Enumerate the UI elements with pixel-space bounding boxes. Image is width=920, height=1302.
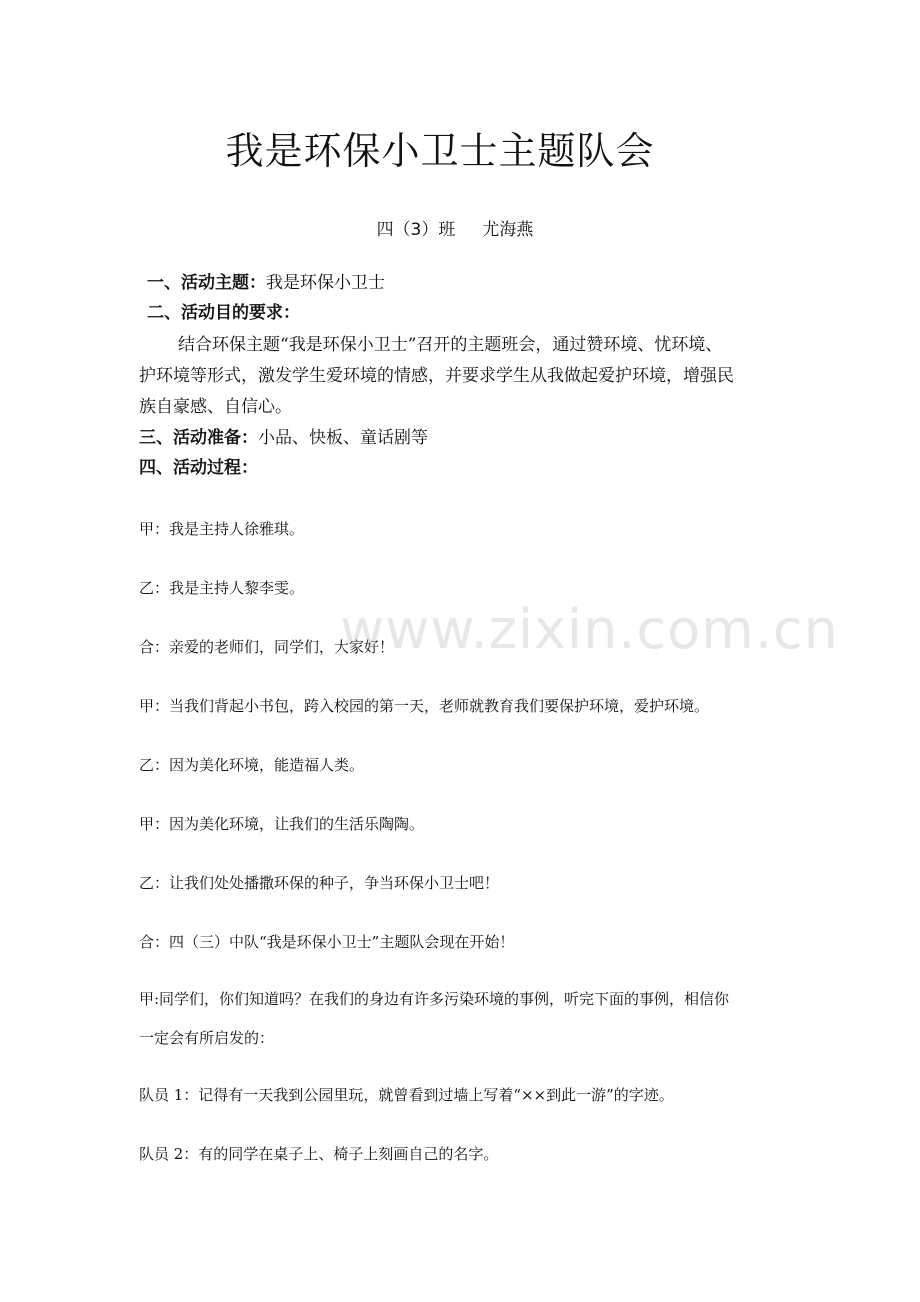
dialogue-line: 乙：因为美化环境，能造福人类。 (139, 756, 365, 774)
author-name: 尤海燕 (482, 220, 534, 240)
section-3-text: 小品、快板、童话剧等 (258, 428, 428, 448)
section-4 (139, 454, 258, 482)
section-1-heading: 一、活动主题： (147, 273, 266, 293)
dialogue-line: 乙：我是主持人黎李雯。 (139, 579, 305, 597)
section-3-heading: 三、活动准备： (139, 428, 258, 448)
dialogue-line: 甲：因为美化环境，让我们的生活乐陶陶。 (139, 815, 425, 833)
section-2-line: 结合环保主题“我是环保小卫士”召开的主题班会，通过赞环境、忧环境、 (178, 335, 723, 355)
dialogue-line: 乙：让我们处处播撒环保的种子，争当环保小卫士吧！ (139, 874, 500, 892)
document-title: 我是环保小卫士主题队会 (225, 129, 655, 173)
dialogue-line: 一定会有所启发的： (139, 1029, 275, 1047)
byline (0, 216, 910, 244)
dialogue-line: 队员 1：记得有一天我到公园里玩，就曾看到过墙上写着“××到此一游”的字迹。 (139, 1086, 674, 1104)
class-label: 四（3）班 (376, 220, 456, 240)
watermark: www.zixin.com.cn (340, 598, 839, 661)
section-2-line: 族自豪感、自信心。 (139, 397, 292, 417)
dialogue-line: 队员 2：有的同学在桌子上、椅子上刻画自己的名字。 (139, 1145, 499, 1163)
dialogue-line: 合：亲爱的老师们，同学们，大家好！ (139, 638, 395, 656)
dialogue-line: 合：四（三）中队“我是环保小卫士”主题队会现在开始！ (139, 933, 515, 951)
section-2 (147, 299, 300, 327)
dialogue-line: 甲:同学们，你们知道吗？在我们的身边有许多污染环境的事例，听完下面的事例，相信你 (139, 990, 730, 1008)
section-4-heading: 四、活动过程： (139, 458, 258, 478)
dialogue-line: 甲：当我们背起小书包，跨入校园的第一天，老师就教育我们要保护环境，爱护环境。 (139, 697, 710, 715)
section-1-text: 我是环保小卫士 (266, 273, 385, 293)
dialogue-line: 甲：我是主持人徐雅琪。 (139, 520, 305, 538)
section-2-line: 护环境等形式，激发学生爱环境的情感，并要求学生从我做起爱护环境，增强民 (139, 366, 734, 386)
section-1 (147, 269, 385, 297)
section-3 (139, 424, 428, 452)
section-2-heading: 二、活动目的要求： (147, 303, 300, 323)
